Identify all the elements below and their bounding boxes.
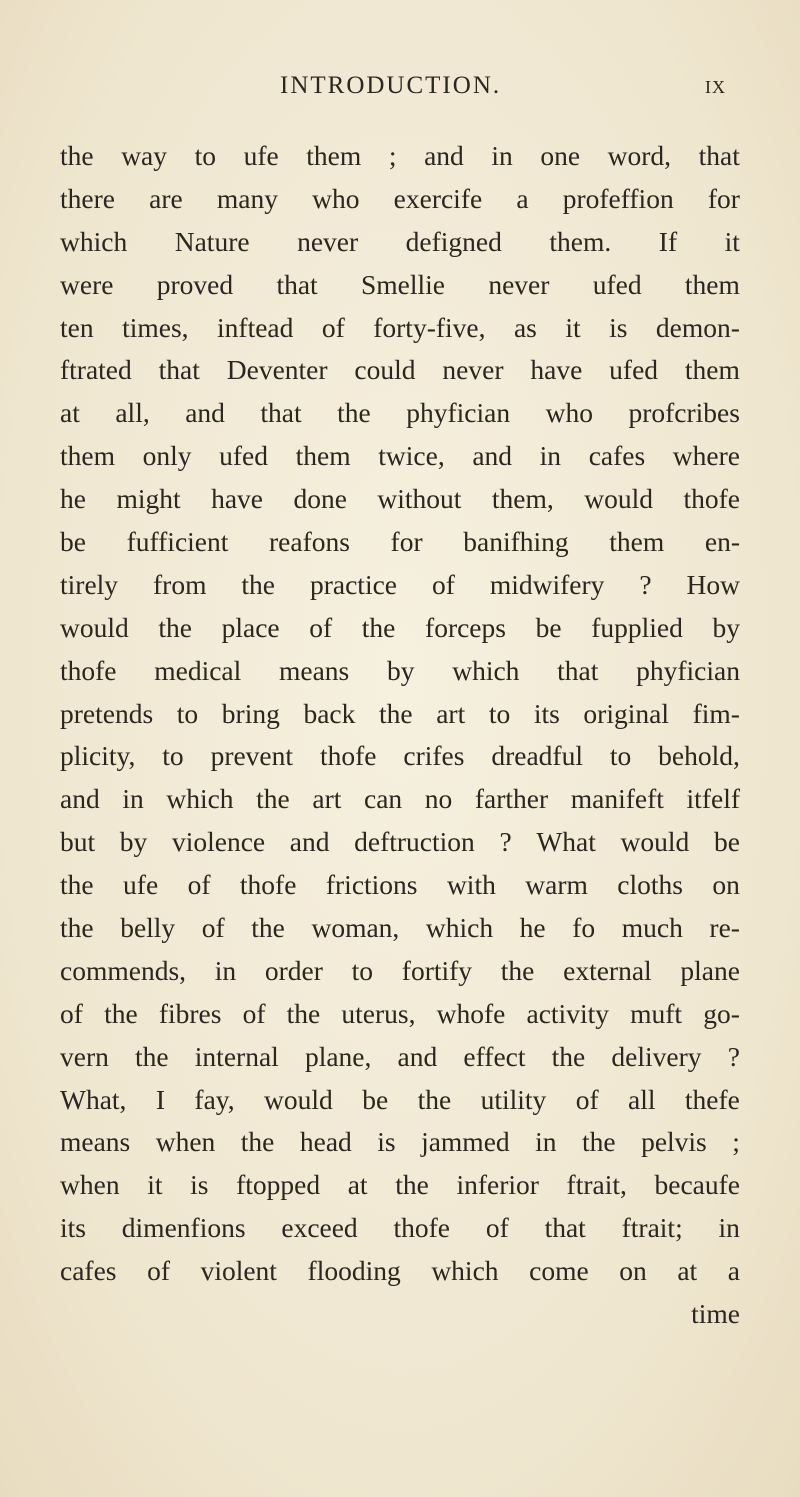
text-line: commends, in order to fortify the external plane <box>60 954 740 986</box>
text-line: at all, and that the phyfician who profcribes <box>60 397 740 429</box>
running-head <box>0 72 800 112</box>
text-line: the belly of the woman, which he fo much re- <box>60 912 740 944</box>
text-line: thofe medical means by which that phyfician <box>60 654 740 686</box>
text-line: which Nature never defigned them. If it <box>60 225 740 257</box>
running-title: INTRODUCTION. <box>280 72 502 99</box>
page-number: ix <box>705 72 726 99</box>
text-line: the way to ufe them ; and in one word, that <box>60 140 740 171</box>
body-text <box>60 135 740 1336</box>
text-line: vern the internal plane, and effect the delivery ? <box>60 1040 740 1072</box>
text-line: but by violence and deftruction ? What would be <box>60 826 740 858</box>
text-line: its dimenfions exceed thofe of that ftrait; in <box>60 1212 740 1244</box>
text-line: means when the head is jammed in the pelvis ; <box>60 1126 740 1158</box>
text-line: he might have done without them, would thofe <box>60 483 740 515</box>
text-line: would the place of the forceps be fupplied by <box>60 611 740 643</box>
text-line: plicity, to prevent thofe crifes dreadful to behold, <box>60 740 740 772</box>
text-line: tirely from the practice of midwifery ? How <box>60 568 740 600</box>
text-line: of the fibres of the uterus, whofe activity muft go- <box>60 997 740 1029</box>
text-line: when it is ftopped at the inferior ftrait, becaufe <box>60 1169 740 1201</box>
text-line: the ufe of thofe frictions with warm cloths on <box>60 869 740 901</box>
catchword: time <box>691 1298 740 1330</box>
text-line: them only ufed them twice, and in cafes where <box>60 440 740 472</box>
text-line: ten times, inftead of forty-five, as it is demon- <box>60 311 740 343</box>
text-line: What, I fay, would be the utility of all thefe <box>60 1083 740 1115</box>
text-line: be fufficient reafons for banifhing them en- <box>60 526 740 558</box>
text-line: ftrated that Deventer could never have ufed them <box>60 354 740 386</box>
text-line: pretends to bring back the art to its original fim- <box>60 697 740 729</box>
text-line: cafes of violent flooding which come on at a <box>60 1255 740 1287</box>
text-line: and in which the art can no farther manifeft itfelf <box>60 783 740 815</box>
text-line: were proved that Smellie never ufed them <box>60 268 740 300</box>
text-line: there are many who exercife a profeffion for <box>60 182 740 214</box>
